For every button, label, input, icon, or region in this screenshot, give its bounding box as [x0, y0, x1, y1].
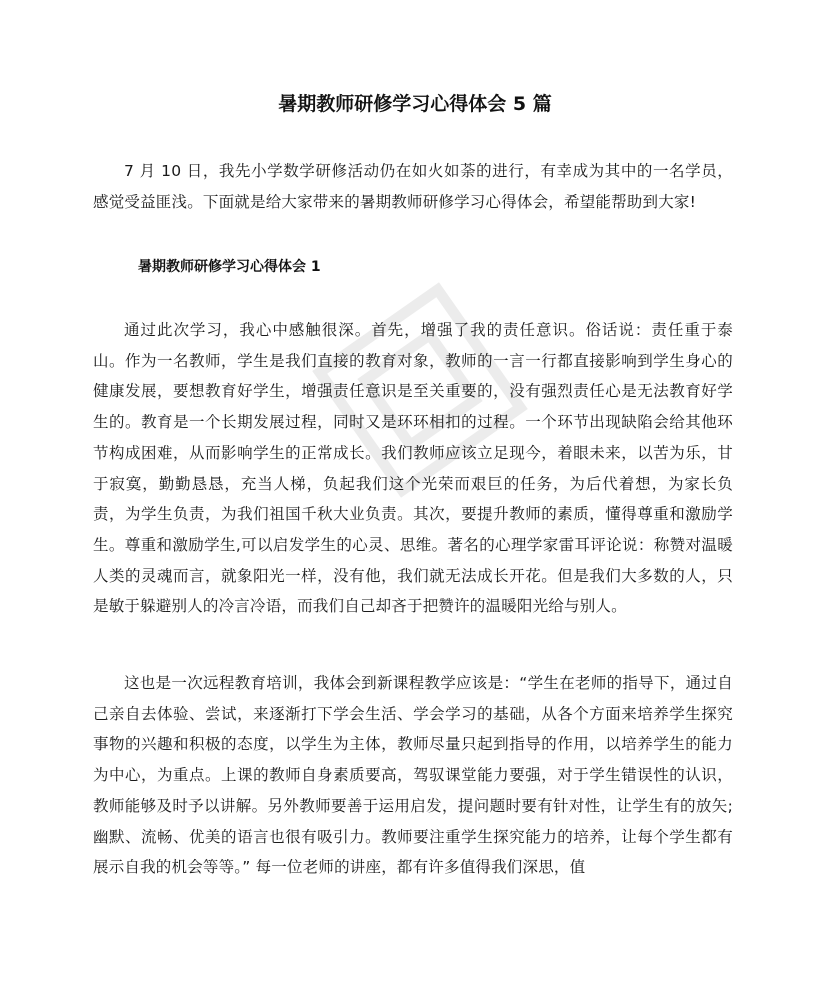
intro-paragraph: 7 月 10 日，我先小学数学研修活动仍在如火如荼的进行，有幸成为其中的一名学员，感觉受益匪浅。下面就是给大家带来的暑期教师研修学习心得体会，希望能帮助到大家! — [93, 162, 733, 211]
body-paragraph: 通过此次学习，我心中感触很深。首先，增强了我的责任意识。俗话说：责任重于泰山。作为一名教师，学生是我们直接的教育对象，教师的一言一行都直接影响到学生身心的健康发展，要想教育好学生，增强责任意识是至关重要的，没有强烈责任心是无法教育好学生的。教育是一个长期发展过程，同时又是环环相扣的过程。一个环节出现缺陷会给其他环节构成困难，从而影响学生的正常成长。我们教师应该立足现今，着眼未来，以苦为乐，甘于寂寞，勤勤恳恳，充当人梯，负起我们这个光荣而艰巨的任务，为后代着想，为家长负责，为学生负责，为我们祖国千秋大业负责。其次，要提升教师的素质，懂得尊重和激励学生。尊重和激励学生,可以启发学生的心灵、思维。著名的心理学家雷耳评论说：称赞对温暖人类的灵魂而言，就象阳光一样，没有他，我们就无法成长开花。但是我们大多数的人，只是敏于躲避别人的冷言冷语，而我们自己却吝于把赞许的温暖阳光给与别人。 — [93, 321, 733, 616]
document-title: 暑期教师研修学习心得体会 5 篇 — [278, 93, 552, 115]
body-paragraph: 这也是一次远程教育培训，我体会到新课程教学应该是：“学生在老师的指导下，通过自己亲自去体验、尝试，来逐渐打下学会生活、学会学习的基础，从各个方面来培养学生探究事物的兴趣和积极的态度，以学生为主体，教师尽量只起到指导的作用，以培养学生的能力为中心，为重点。上课的教师自身素质要高，驾驭课堂能力要强，对于学生错误性的认识，教师能够及时予以讲解。另外教师要善于运用启发，提问题时要有针对性，让学生有的放矢;幽默、流畅、优美的语言也很有吸引力。教师要注重学生探究能力的培养，让每个学生都有展示自我的机会等等。” 每一位老师的讲座，都有许多值得我们深思，值 — [93, 674, 733, 877]
section-heading: 暑期教师研修学习心得体会 1 — [138, 259, 321, 275]
